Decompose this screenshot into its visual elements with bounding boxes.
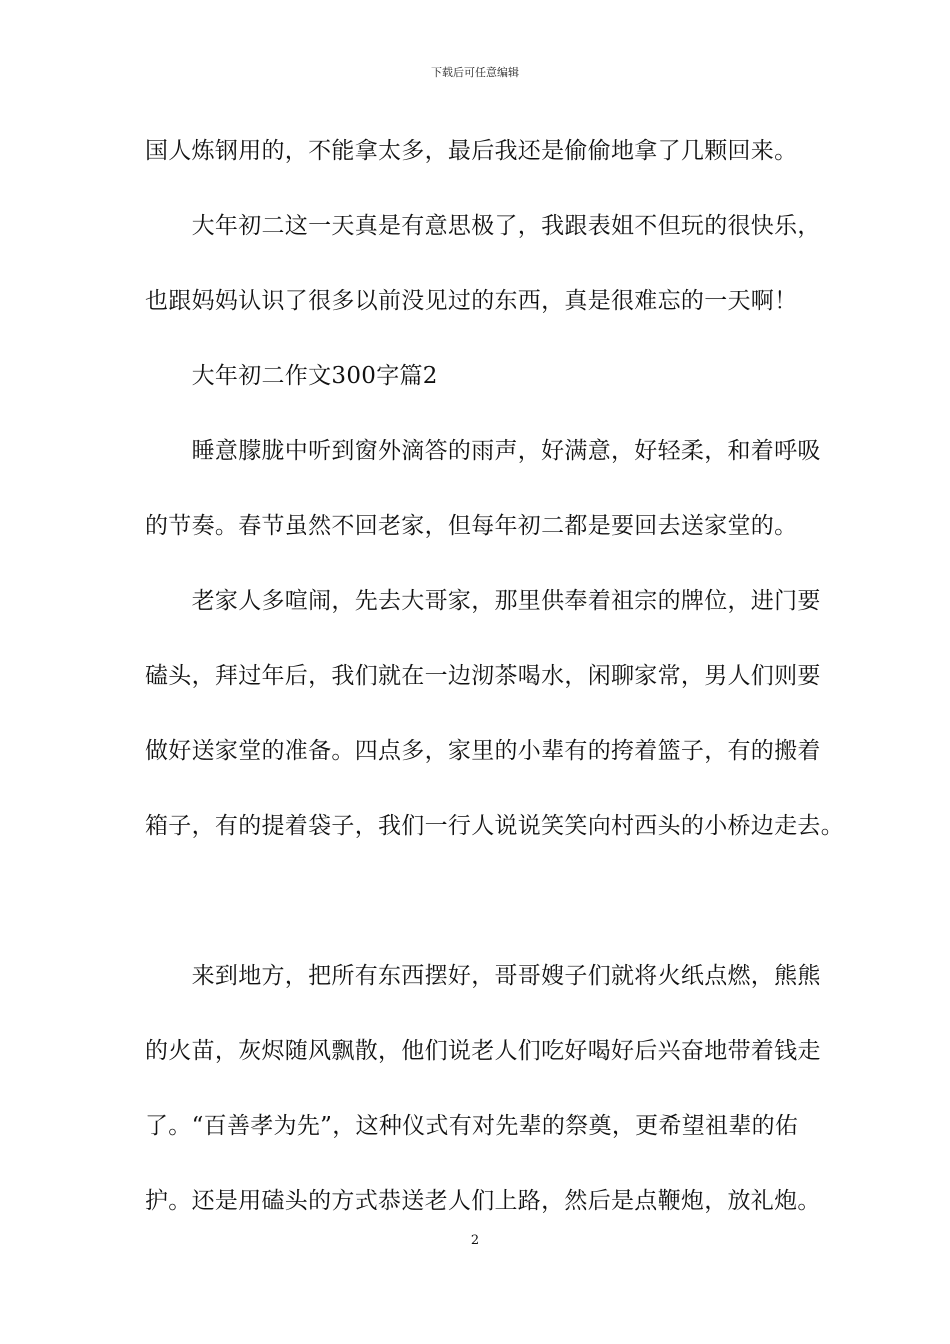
text-line-7: 老家人多喧闹，先去大哥家，那里供奉着祖宗的牌位，进门要 [145, 588, 821, 614]
page-header: 下载后可任意编辑 [431, 66, 519, 79]
text-line-3: 也跟妈妈认识了很多以前没见过的东西，真是很难忘的一天啊！ [145, 288, 798, 314]
page-number: 2 [470, 1233, 480, 1248]
text-line-2: 大年初二这一天真是有意思极了，我跟表姐不但玩的很快乐， [145, 213, 821, 239]
text-line-6: 的节奏。春节虽然不回老家，但每年初二都是要回去送家堂的。 [145, 513, 798, 539]
text-line-9: 做好送家堂的准备。四点多，家里的小辈有的挎着篮子，有的搬着 [145, 738, 821, 764]
text-line-12: 的火苗，灰烬随风飘散，他们说老人们吃好喝好后兴奋地带着钱走 [145, 1038, 821, 1064]
text-line-5: 睡意朦胧中听到窗外滴答的雨声，好满意，好轻柔，和着呼吸 [145, 438, 821, 464]
text-line-1: 国人炼钢用的，不能拿太多，最后我还是偷偷地拿了几颗回来。 [145, 138, 798, 164]
text-line-11: 来到地方，把所有东西摆好，哥哥嫂子们就将火纸点燃，熊熊 [145, 963, 821, 989]
text-line-8: 磕头，拜过年后，我们就在一边沏茶喝水，闲聊家常，男人们则要 [145, 663, 821, 689]
text-line-10: 箱子，有的提着袋子，我们一行人说说笑笑向村西头的小桥边走去。 [145, 813, 844, 839]
text-line-13: 了。“百善孝为先”，这种仪式有对先辈的祭奠，更希望祖辈的佑 [145, 1113, 799, 1139]
section-heading: 大年初二作文300字篇2 [145, 363, 438, 389]
text-line-14: 护。还是用磕头的方式恭送老人们上路，然后是点鞭炮，放礼炮。 [145, 1188, 821, 1214]
